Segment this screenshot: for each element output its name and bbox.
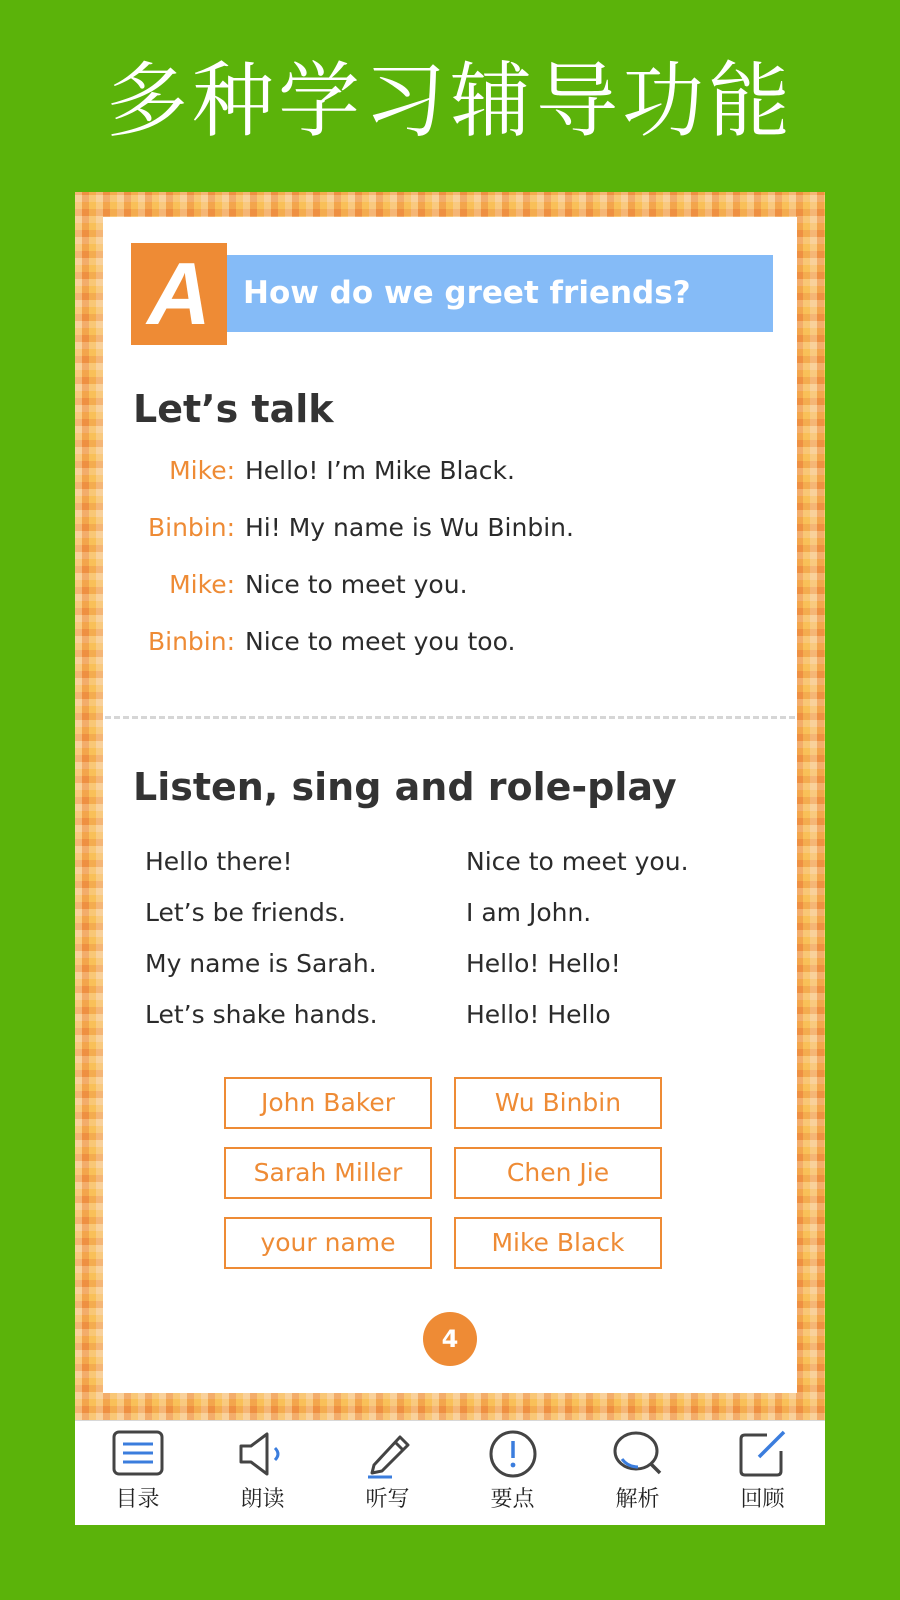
toolbar-item-analysis[interactable] bbox=[575, 1421, 700, 1525]
promo-title: 多种学习辅导功能 bbox=[105, 54, 794, 149]
name-card[interactable]: John Baker bbox=[224, 1077, 432, 1129]
toolbar-label: 听写 bbox=[365, 1487, 410, 1512]
section-title: How do we greet friends? bbox=[243, 275, 691, 311]
toolbar-label: 要点 bbox=[490, 1487, 535, 1512]
song-line[interactable]: Nice to meet you. bbox=[466, 847, 689, 876]
lets-talk-heading: Let’s talk bbox=[133, 387, 334, 431]
name-card[interactable]: Sarah Miller bbox=[224, 1147, 432, 1199]
speaker-name: Mike: bbox=[169, 456, 235, 485]
dialogue-text: Hi! My name is Wu Binbin. bbox=[245, 513, 574, 542]
bottom-toolbar bbox=[75, 1420, 825, 1525]
exclamation-icon bbox=[487, 1429, 539, 1479]
toolbar-label: 回顾 bbox=[740, 1487, 785, 1512]
song-line[interactable]: Hello there! bbox=[145, 847, 293, 876]
speaker-name: Mike: bbox=[169, 570, 235, 599]
section-title-bar bbox=[227, 255, 773, 332]
textbook-page bbox=[103, 217, 797, 1393]
name-card[interactable]: Wu Binbin bbox=[454, 1077, 662, 1129]
toolbar-item-dictation[interactable] bbox=[325, 1421, 450, 1525]
song-line[interactable]: Let’s shake hands. bbox=[145, 1000, 378, 1029]
dialogue-line[interactable] bbox=[103, 508, 797, 548]
dialogue-text: Nice to meet you too. bbox=[245, 627, 516, 656]
section-divider bbox=[105, 716, 795, 719]
dialogue-text: Hello! I’m Mike Black. bbox=[245, 456, 515, 485]
dialogue-line[interactable] bbox=[103, 565, 797, 605]
sing-heading: Listen, sing and role-play bbox=[133, 765, 677, 809]
speaker-name: Binbin: bbox=[147, 513, 235, 542]
toolbar-label: 解析 bbox=[615, 1487, 660, 1512]
pencil-icon bbox=[362, 1429, 414, 1479]
song-line[interactable]: Hello! Hello! bbox=[466, 949, 621, 978]
dialogue-text: Nice to meet you. bbox=[245, 570, 468, 599]
song-line[interactable]: Let’s be friends. bbox=[145, 898, 346, 927]
dialogue-line[interactable] bbox=[103, 451, 797, 491]
toolbar-item-review[interactable] bbox=[700, 1421, 825, 1525]
song-line[interactable]: Hello! Hello bbox=[466, 1000, 611, 1029]
toolbar-label: 目录 bbox=[115, 1487, 160, 1512]
page-number-badge: 4 bbox=[423, 1312, 477, 1366]
song-line[interactable]: I am John. bbox=[466, 898, 592, 927]
speaker-name: Binbin: bbox=[147, 627, 235, 656]
name-card[interactable]: Mike Black bbox=[454, 1217, 662, 1269]
toolbar-label: 朗读 bbox=[240, 1487, 285, 1512]
speaker-icon bbox=[237, 1429, 289, 1479]
magnifier-icon bbox=[612, 1429, 664, 1479]
name-card[interactable]: your name bbox=[224, 1217, 432, 1269]
song-line[interactable]: My name is Sarah. bbox=[145, 949, 377, 978]
toolbar-item-contents[interactable] bbox=[75, 1421, 200, 1525]
name-card[interactable]: Chen Jie bbox=[454, 1147, 662, 1199]
menu-list-icon bbox=[112, 1429, 164, 1479]
section-letter-badge: A bbox=[131, 243, 227, 345]
toolbar-item-read-aloud[interactable] bbox=[200, 1421, 325, 1525]
dialogue-line[interactable] bbox=[103, 622, 797, 662]
edit-square-icon bbox=[737, 1429, 789, 1479]
toolbar-item-key-points[interactable] bbox=[450, 1421, 575, 1525]
